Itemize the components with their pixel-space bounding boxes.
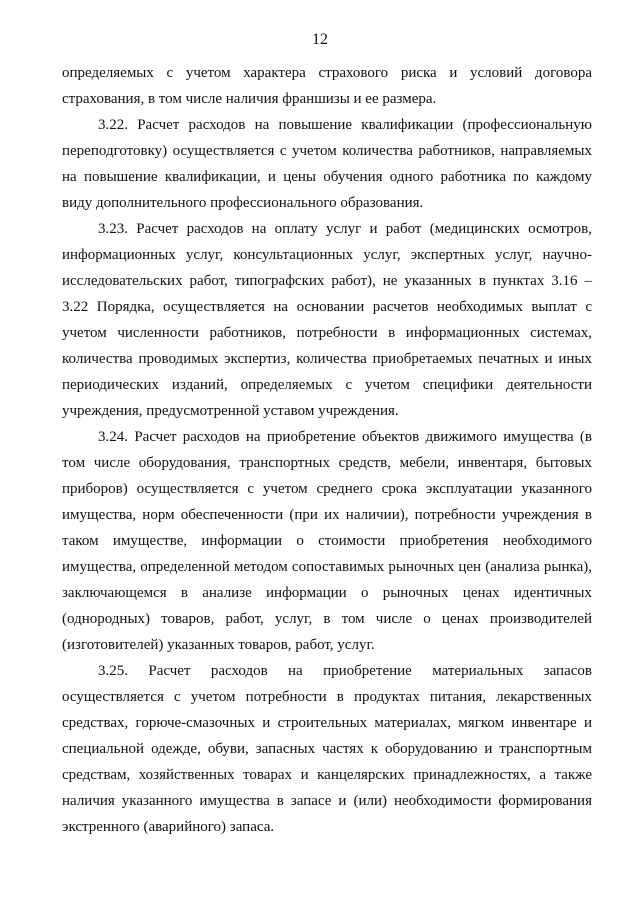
page-number: 12 bbox=[312, 31, 328, 48]
paragraph-3-25: 3.25. Расчет расходов на приобретение материальных запасов осуществляется с учетом потребности в продуктах питания, лекарственных средствах, горюче-смазочных и строительных материалах, мягком инвентаре и специальной одежде, обуви, запасных частях к оборудованию и транспортным средствам, хозяйственных товарах и канцелярских принадлежностях, а также наличия указанного имущества в запасе и (или) необходимости формирования экстренного (аварийного) запаса. bbox=[62, 663, 592, 835]
document-body bbox=[62, 60, 592, 840]
paragraph-continuation: определяемых с учетом характера страхового риска и условий договора страхования, в том числе наличия франшизы и ее размера. bbox=[62, 65, 592, 107]
paragraph-3-24: 3.24. Расчет расходов на приобретение объектов движимого имущества (в том числе оборудования, транспортных средств, мебели, инвентаря, бытовых приборов) осуществляется с учетом среднего срока эксплуатации указанного имущества, норм обеспеченности (при их наличии), потребности учреждения в таком имуществе, информации о стоимости приобретения необходимого имущества, определенной методом сопоставимых рыночных цен (анализа рынка), заключающемся в анализе информации о рыночных ценах идентичных (однородных) товаров, работ, услуг, в том числе о ценах производителей (изготовителей) указанных товаров, работ, услуг. bbox=[62, 429, 592, 653]
paragraph-3-23: 3.23. Расчет расходов на оплату услуг и работ (медицинских осмотров, информационных услуг, консультационных услуг, экспертных услуг, научно-исследовательских работ, типографских работ), не указанных в пунктах 3.16 – 3.22 Порядка, осуществляется на основании расчетов необходимых выплат с учетом численности работников, потребности в информационных системах, количества проводимых экспертиз, количества приобретаемых печатных и иных периодических изданий, определяемых с учетом специфики деятельности учреждения, предусмотренной уставом учреждения. bbox=[62, 221, 592, 419]
paragraph-3-22: 3.22. Расчет расходов на повышение квалификации (профессиональную переподготовку) осуществляется с учетом количества работников, направляемых на повышение квалификации, и цены обучения одного работника по каждому виду дополнительного профессионального образования. bbox=[62, 117, 592, 211]
